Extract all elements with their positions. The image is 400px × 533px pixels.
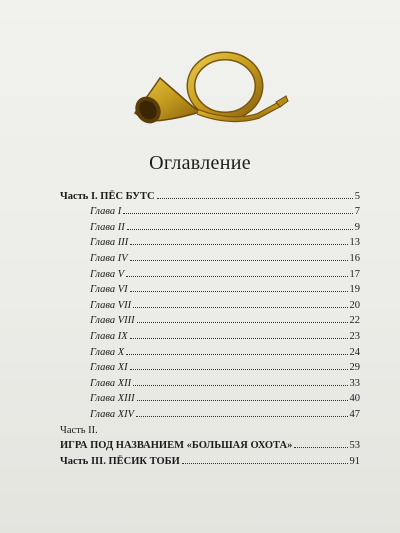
toc-entry <box>60 186 360 202</box>
toc-entry-page-number: 29 <box>349 362 360 374</box>
dot-leader <box>126 275 347 277</box>
post-horn-icon <box>130 38 290 138</box>
toc-entry <box>60 420 360 436</box>
toc-entry <box>60 358 360 374</box>
toc-entry <box>60 404 360 420</box>
toc-entry <box>60 280 360 296</box>
toc-entry <box>60 295 360 311</box>
dot-leader <box>136 415 347 417</box>
toc-entry-label: Глава I <box>90 206 122 218</box>
dot-leader <box>130 243 347 245</box>
dot-leader <box>133 306 347 308</box>
toc-entry-page-number: 22 <box>349 315 360 327</box>
toc-entry-page-number: 9 <box>354 221 360 233</box>
dot-leader <box>294 446 347 448</box>
toc-entry-label: Глава XI <box>90 362 128 374</box>
toc-entry-page-number: 17 <box>349 268 360 280</box>
toc-entry-label: Глава III <box>90 237 129 249</box>
toc-entry-label: Глава VIII <box>90 315 135 327</box>
toc-entry <box>60 217 360 233</box>
toc-entry-page-number: 13 <box>349 237 360 249</box>
toc-entry <box>60 342 360 358</box>
dot-leader <box>133 384 347 386</box>
toc-entry <box>60 264 360 280</box>
dot-leader <box>137 321 348 323</box>
toc-entry-page-number: 47 <box>349 408 360 420</box>
toc-entry-page-number: 53 <box>349 440 360 452</box>
toc-entry <box>60 202 360 218</box>
toc-entry-label: Глава V <box>90 268 125 280</box>
page-title: Оглавление <box>149 152 251 174</box>
toc-entry-label: Глава XII <box>90 377 132 389</box>
dot-leader <box>126 353 347 355</box>
toc-entry-label: Глава IX <box>90 330 128 342</box>
dot-leader <box>137 399 348 401</box>
table-of-contents <box>60 186 360 467</box>
toc-entry-label: Глава VII <box>90 299 132 311</box>
toc-entry-label: Часть II. <box>60 424 98 436</box>
toc-entry-label: ИГРА ПОД НАЗВАНИЕМ «БОЛЬШАЯ ОХОТА» <box>60 440 293 452</box>
toc-entry-label: Глава VI <box>90 284 128 296</box>
dot-leader <box>123 212 353 214</box>
dot-leader <box>157 197 353 199</box>
toc-entry <box>60 389 360 405</box>
dot-leader <box>130 290 348 292</box>
toc-entry-label: Глава IV <box>90 252 128 264</box>
toc-entry-page-number: 5 <box>354 190 360 202</box>
toc-entry-page-number: 7 <box>354 206 360 218</box>
toc-entry <box>60 436 360 452</box>
toc-entry <box>60 233 360 249</box>
toc-entry-page-number: 20 <box>349 299 360 311</box>
toc-entry-page-number: 19 <box>349 284 360 296</box>
toc-entry-page-number: 91 <box>349 455 360 467</box>
toc-entry-page-number: 23 <box>349 330 360 342</box>
toc-entry-page-number: 16 <box>349 252 360 264</box>
dot-leader <box>130 259 348 261</box>
toc-entry-page-number: 24 <box>349 346 360 358</box>
dot-leader <box>182 462 348 464</box>
toc-entry-label: Часть I. ПЁС БУТС <box>60 190 155 202</box>
dot-leader <box>127 228 353 230</box>
toc-entry-label: Глава II <box>90 221 125 233</box>
toc-entry-label: Глава X <box>90 346 125 358</box>
toc-entry <box>60 311 360 327</box>
toc-entry <box>60 248 360 264</box>
toc-entry-label: Глава XIII <box>90 393 135 405</box>
dot-leader <box>130 337 348 339</box>
toc-entry <box>60 451 360 467</box>
dot-leader <box>130 368 348 370</box>
toc-entry <box>60 373 360 389</box>
toc-entry-page-number: 40 <box>349 393 360 405</box>
toc-entry-label: Глава XIV <box>90 408 135 420</box>
toc-entry <box>60 326 360 342</box>
toc-entry-label: Часть III. ПЁСИК ТОБИ <box>60 455 180 467</box>
toc-entry-page-number: 33 <box>349 377 360 389</box>
